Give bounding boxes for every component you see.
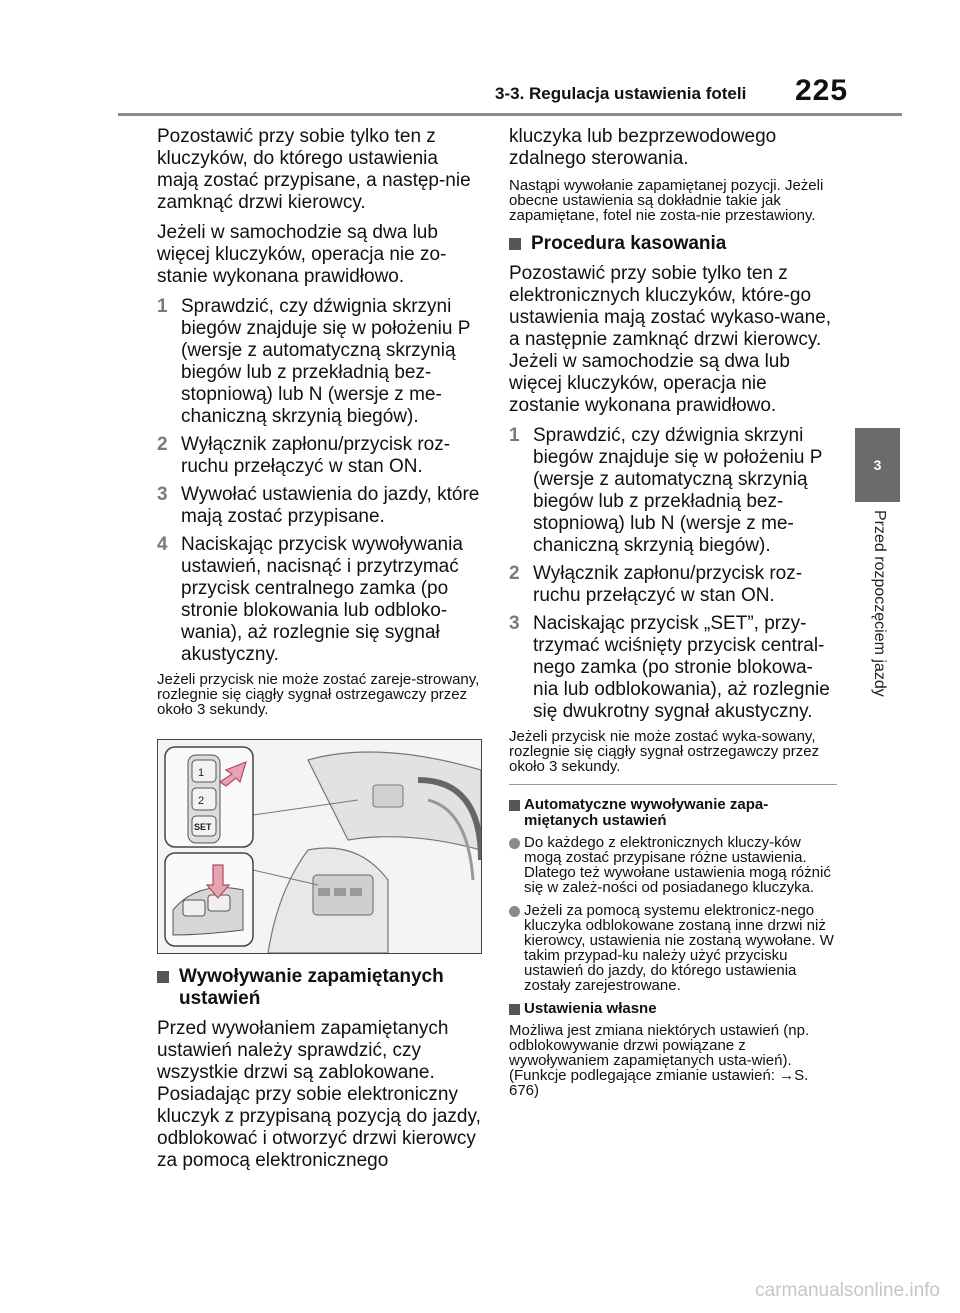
step-number: 4 [157,534,168,555]
heading-text: Procedura kasowania [531,233,727,254]
paragraph: Jeżeli w samochodzie są dwa lub więcej kluczyków, operacja nie zo-stanie wykonana prawidłowo. [157,222,447,287]
step-item [509,613,837,723]
illustration-svg [158,740,481,953]
heading-cancel [509,233,837,255]
heading-text: Automatyczne wywoływanie zapa-miętanych ustawień [524,796,769,829]
section-title: 3-3. Regulacja ustawienia foteli [495,84,747,103]
step-text: Sprawdzić, czy dźwignia skrzyni biegów znajduje się w położeniu P (wersje z automatyczną skrzynią biegów lub z przekładnią bez-stopniową) lub N (wersje z me-chaniczną skrzynią biegów). [533,425,823,556]
step-text: Naciskając przycisk „SET”, przy-trzymać wciśnięty przycisk central-nego zamka (po stronie blokowa-nia lub odblokowania), aż rozlegnie się dwukrotny sygnał akustyczny. [533,613,830,722]
note: Jeżeli przycisk nie może zostać zareje-strowany, rozlegnie się ciągły sygnał ostrzegawczy przez około 3 sekundy. [157,671,480,718]
left-column [157,126,482,1180]
step-item [509,425,837,557]
step-item [157,534,482,666]
bullet-item [509,903,837,993]
page-number: 225 [795,74,849,107]
paragraph: Pozostawić przy sobie tylko ten z kluczyków, do którego ustawienia mają zostać przypisane, a następ-nie zamknąć drzwi kierowcy. [157,126,471,213]
step-item [509,563,837,607]
door-panel-illustration [157,739,482,954]
heading-text: Ustawienia własne [524,1000,657,1017]
paragraph: Pozostawić przy sobie tylko ten z elektronicznych kluczyków, które-go ustawienia mają zostać wykaso-wane, a następnie zamknąć drzwi kierowcy. Jeżeli w samochodzie są dwa lub więcej kluczyków, operacja nie zostanie wykonana prawidłowo. [509,263,832,416]
bullet-item [509,835,837,895]
step-number: 3 [157,484,168,505]
heading-text: Wywoływanie zapamiętanych ustawień [179,966,444,1009]
chapter-tab [855,428,900,502]
step-number: 2 [509,563,520,584]
square-bullet-icon [509,1004,520,1015]
step-number: 1 [157,296,168,317]
square-bullet-icon [509,238,521,250]
step-item [157,296,482,428]
header-rule [118,113,902,116]
step-item [157,434,482,478]
note: Jeżeli przycisk nie może zostać wyka-sowany, rozlegnie się ciągły sygnał ostrzegawczy przez około 3 sekundy. [509,728,820,775]
step-number: 2 [157,434,168,455]
step-text: Sprawdzić, czy dźwignia skrzyni biegów znajduje się w położeniu P (wersje z automatyczną skrzynią biegów lub z przekładnią bez-stopniową) lub N (wersje z me-chaniczną skrzynią biegów). [181,296,471,427]
step-text: Wyłącznik zapłonu/przycisk roz-ruchu przełączyć w stan ON. [533,563,803,606]
paragraph: kluczyka lub bezprzewodowego zdalnego sterowania. [509,126,777,169]
paragraph: Możliwa jest zmiana niektórych ustawień (np. odblokowywanie drzwi powiązane z wywoływaniem zapamiętanych usta-wień). (Funkcje podlegające zmianie ustawień: →S. 676) [509,1022,810,1099]
heading-recall [157,966,482,1010]
chapter-label: Przed rozpoczęciem jazdy [871,510,888,697]
heading-auto [509,797,837,829]
step-text: Naciskając przycisk wywoływania ustawień, nacisnąć i przytrzymać przycisk centralnego zamka (po stronie blokowania lub odbloko-wania), aż rozlegnie się sygnał akustyczny. [181,534,463,665]
step-number: 1 [509,425,520,446]
square-bullet-icon [509,800,520,811]
step-text: Wyłącznik zapłonu/przycisk roz-ruchu przełączyć w stan ON. [181,434,451,477]
step-item [157,484,482,528]
memory-button-1-label: 1 [198,767,205,779]
note: Nastąpi wywołanie zapamiętanej pozycji. Jeżeli obecne ustawienia są dokładnie takie jak zapamiętane, fotel nie zosta-nie przestawiony. [509,177,824,224]
square-bullet-icon [157,971,169,983]
set-button-label: SET [194,822,212,832]
bullet-text: Do każdego z elektronicznych kluczy-ków mogą zostać przypisane różne ustawienia. Dlatego też wywołane ustawienia mogą różnić się w zależ-ności od posiadanego kluczyka. [524,834,831,896]
bullet-text: Jeżeli za pomocą systemu elektronicz-nego kluczyka odblokowane zostaną inne drzwi niż kierowcy, ustawienia nie zostaną wywołane. W takim przypad-ku należy użyć przycisku ustawień do jazdy, do którego ustawienia zostały zarejestrowane. [524,902,834,994]
heading-custom [509,1001,837,1017]
right-column [509,126,837,1108]
circle-bullet-icon [509,906,520,917]
paragraph: Przed wywołaniem zapamiętanych ustawień należy sprawdzić, czy wszystkie drzwi są zablokowane. Posiadając przy sobie elektroniczny kluczyk z przypisaną pozycją do jazdy, odblokować i otworzyć drzwi kierowcy za pomocą elektronicznego [157,1018,481,1171]
step-text: Wywołać ustawienia do jazdy, które mają zostać przypisane. [181,484,480,527]
circle-bullet-icon [509,838,520,849]
memory-button-2-label: 2 [198,795,205,807]
step-number: 3 [509,613,520,634]
section-divider [509,784,837,785]
watermark: carmanualsonline.info [755,1280,940,1301]
chapter-number: 3 [873,457,882,473]
